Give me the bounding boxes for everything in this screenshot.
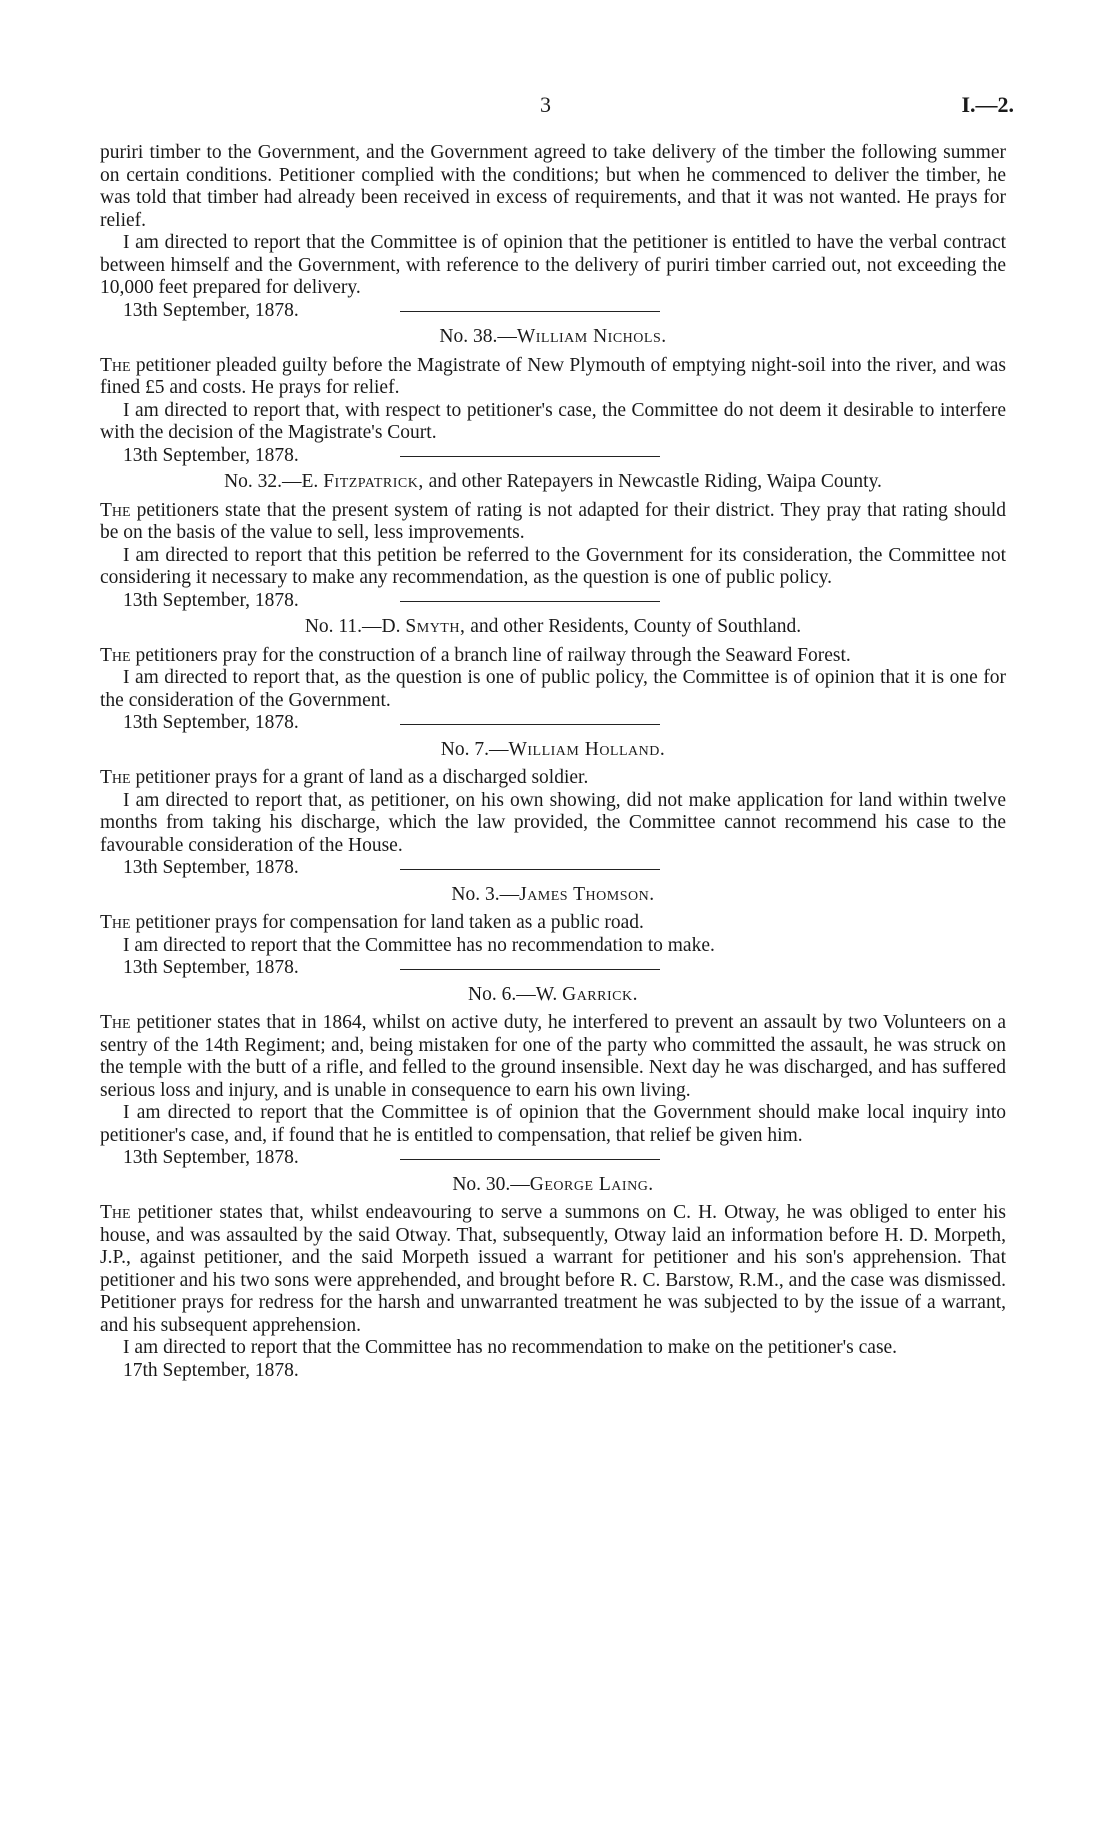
petition-heading — [100, 884, 1006, 907]
petitioner-name: James Thomson. — [519, 883, 655, 905]
page-number: 3 — [540, 92, 551, 117]
paragraph-lead: The — [100, 354, 131, 376]
petition-summary — [100, 355, 1006, 400]
committee-report: I am directed to report that, as petitioner, on his own showing, did not make application for land within twelve months from taking his discharge, which the law provided, the Committee cannot recommend his case to the favourable consideration of the House. — [100, 789, 1006, 856]
petitioner-name: Fitzpatrick, — [323, 471, 424, 492]
section-divider — [400, 311, 660, 312]
report-date: 13th September, 1878. — [123, 857, 299, 878]
report-date: 13th September, 1878. — [123, 1147, 299, 1168]
section-divider — [400, 1159, 660, 1160]
intro-section — [100, 142, 1006, 321]
petition-body: petitioner prays for a grant of land as a discharged soldier. — [130, 767, 589, 788]
section-divider — [400, 724, 660, 725]
petitioner-name: William Nichols. — [516, 326, 667, 347]
paragraph-lead: The — [100, 767, 131, 788]
intro-report: I am directed to report that the Committee is of opinion that the petitioner is entitled to have the verbal contract between himself and the Government, with reference to the delivery of puriri timber carried out, not exceeding the 10,000 feet prepared for delivery. — [100, 232, 1006, 298]
petition-body: petitioner states that, whilst endeavouring to serve a summons on C. H. Otway, he was obliged to enter his house, and was assaulted by the said Otway. That, subsequently, Otway laid an information before H. D. Morpeth, J.P., against petitioner, and the said Morpeth issued a warrant for petitioner and his son's apprehension. That petitioner and his two sons were apprehended, and brought before R. C. Barstow, R.M., and the case was dismissed. Petitioner prays for redress for the harsh and unwarranted treatment he was subjected to by the issue of a warrant, and his subsequent apprehension. — [100, 1202, 1006, 1336]
page-content — [100, 142, 1006, 1382]
paragraph-lead: The — [100, 912, 131, 933]
petition-number: No. 7.— — [440, 738, 509, 760]
petition-number: No. 32.—E. — [224, 471, 324, 492]
petition-summary — [100, 1202, 1006, 1337]
petitioner-name: William Holland. — [508, 738, 666, 760]
report-date: 13th September, 1878. — [123, 589, 299, 611]
paragraph-lead: The — [100, 499, 131, 521]
petition-heading — [100, 326, 1006, 349]
petition-number: No. 30.— — [452, 1173, 530, 1195]
section-divider — [400, 969, 660, 970]
intro-paragraph: puriri timber to the Government, and the Government agreed to take delivery of the timber the following summer on certain conditions. Petitioner complied with the conditions; but when he commenced to deliver the timber, he was told that timber had already been received in excess of requirements, and that it was not wanted. He prays for relief. — [100, 142, 1006, 231]
petition-number: No. 11.—D. — [304, 616, 406, 637]
petition-section — [100, 738, 1006, 878]
petitioner-name: Smyth, — [405, 616, 466, 637]
petition-section — [100, 983, 1006, 1168]
petition-summary — [100, 1012, 1006, 1102]
document-reference: I.—2. — [961, 92, 1014, 117]
petition-body: petitioners state that the present system of rating is not adapted for their district. They pray that rating should be on the basis of the value to sell, less improvements. — [100, 499, 1006, 543]
petition-heading — [100, 984, 1006, 1007]
committee-report: I am directed to report that the Committee is of opinion that the Government should make local inquiry into petitioner's case, and, if found that he is entitled to compensation, that relief be given him. — [100, 1102, 1006, 1146]
petition-heading-rest: and other Ratepayers in Newcastle Riding, Waipa County. — [423, 471, 882, 492]
petition-section — [100, 1174, 1006, 1383]
petition-body: petitioner states that in 1864, whilst on active duty, he interfered to prevent an assault by two Volunteers on a sentry of the 14th Regiment; and, being mistaken for one of the party who committed the assault, he was struck on the temple with the butt of a rifle, and felled to the ground insensible. Next day he was discharged, and has suffered serious loss and injury, and is unable in consequence to earn his own living. — [100, 1012, 1006, 1101]
petition-heading — [100, 471, 1006, 494]
petition-summary — [100, 912, 1006, 935]
paragraph-lead: The — [100, 1012, 131, 1033]
report-date: 13th September, 1878. — [123, 712, 299, 733]
petitioner-name: Garrick. — [562, 983, 638, 1005]
report-date: 17th September, 1878. — [123, 1359, 299, 1381]
section-divider — [400, 456, 660, 457]
petition-section — [100, 326, 1006, 466]
petition-number: No. 6.—W. — [468, 983, 563, 1005]
section-divider — [400, 601, 660, 602]
report-date: 13th September, 1878. — [123, 957, 299, 978]
petition-body: petitioners pray for the construction of a branch line of railway through the Seaward Forest. — [130, 644, 851, 666]
section-divider — [400, 869, 660, 870]
paragraph-lead: The — [100, 644, 131, 666]
petition-heading — [100, 739, 1006, 762]
petition-section — [100, 616, 1006, 733]
petition-heading — [100, 1174, 1006, 1197]
petition-summary — [100, 500, 1006, 545]
committee-report: I am directed to report that this petition be referred to the Government for its consideration, the Committee not considering it necessary to make any recommendation, as the question is one of public policy. — [100, 544, 1006, 588]
petition-number: No. 38.— — [439, 326, 517, 347]
report-date: 13th September, 1878. — [123, 444, 299, 466]
petition-section — [100, 471, 1006, 611]
petition-body: petitioner prays for compensation for land taken as a public road. — [130, 912, 644, 933]
committee-report: I am directed to report that the Committee has no recommendation to make. — [123, 934, 715, 956]
petition-summary — [100, 645, 1006, 668]
petitioner-name: George Laing. — [529, 1173, 654, 1195]
petition-heading-rest: and other Residents, County of Southland. — [465, 616, 802, 637]
petition-body: petitioner pleaded guilty before the Magistrate of New Plymouth of emptying night-soil into the river, and was fined £5 and costs. He prays for relief. — [100, 354, 1006, 398]
committee-report: I am directed to report that, with respect to petitioner's case, the Committee do not deem it desirable to interfere with the decision of the Magistrate's Court. — [100, 399, 1006, 443]
petition-section — [100, 883, 1006, 978]
petition-heading — [100, 616, 1006, 639]
committee-report: I am directed to report that the Committee has no recommendation to make on the petitioner's case. — [123, 1337, 898, 1358]
committee-report: I am directed to report that, as the question is one of public policy, the Committee is of opinion that it is one for the consideration of the Government. — [100, 667, 1006, 711]
petition-summary — [100, 767, 1006, 790]
petition-number: No. 3.— — [451, 883, 520, 905]
intro-date: 13th September, 1878. — [123, 299, 299, 321]
paragraph-lead: The — [100, 1202, 131, 1223]
